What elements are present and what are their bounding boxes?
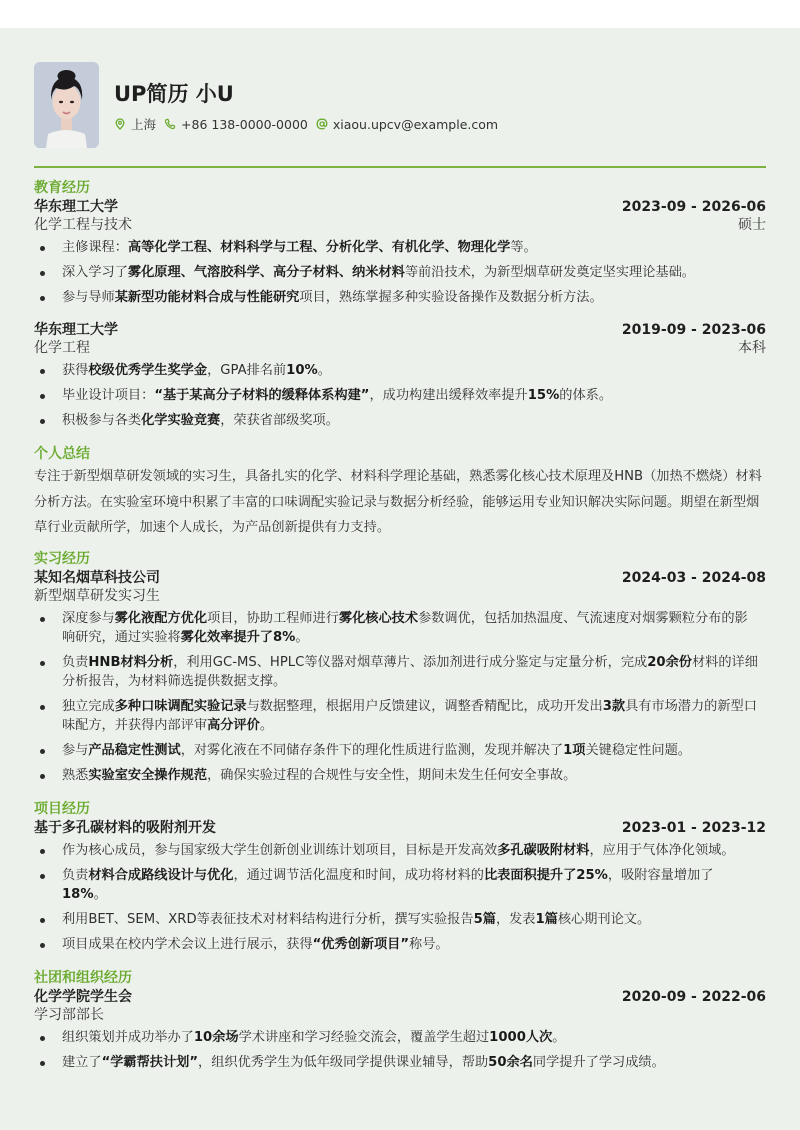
portrait-icon	[34, 62, 99, 148]
contact-info	[114, 115, 506, 133]
bullet-item: 深度参与雾化液配方优化项目，协助工程师进行雾化核心技术参数调优，包括加热温度、气流速度对烟雾颗粒分布的影响研究，通过实验将雾化效率提升了8%。	[34, 609, 766, 647]
bullet-item: 深入学习了雾化原理、气溶胶科学、高分子材料、纳米材料等前沿技术，为新型烟草研发奠定坚实理论基础。	[34, 263, 766, 282]
bullet-item: 主修课程：高等化学工程、材料科学与工程、分析化学、有机化学、物理化学等。	[34, 238, 766, 257]
location-text: 上海	[131, 117, 157, 132]
bullet-item: 负责材料合成路线设计与优化，通过调节活化温度和时间，成功将材料的比表面积提升了25%，吸附容量增加了18%。	[34, 866, 766, 904]
summary-text: 专注于新型烟草研发领域的实习生，具备扎实的化学、材料科学理论基础，熟悉雾化核心技术原理及HNB（加热不燃烧）材料分析方法。在实验室环境中积累了丰富的口味调配实验记录与数据分析经验，能够运用专业知识解决实际问题。期望在新型烟草行业贡献所学，加速个人成长，为产品创新提供有力支持。	[34, 469, 762, 535]
internship-entry	[34, 569, 766, 785]
bullet-item: 积极参与各类化学实验竞赛，荣获省部级奖项。	[34, 411, 766, 430]
date-range: 2023-09 - 2026-06	[621, 199, 766, 215]
date-range: 2023-01 - 2023-12	[621, 819, 766, 836]
section-title: 个人总结	[34, 446, 90, 462]
degree: 本科	[738, 340, 766, 356]
education-entry	[34, 321, 766, 430]
bullet-list	[34, 841, 766, 954]
section-title: 社团和组织经历	[34, 969, 132, 986]
bullet-item: 负责HNB材料分析，利用GC-MS、HPLC等仪器对烟草薄片、添加剂进行成分鉴定与定量分析，完成20余份材料的详细分析报告，为材料筛选提供数据支撑。	[34, 653, 766, 691]
major: 化学工程	[34, 340, 90, 356]
section-title: 教育经历	[34, 180, 90, 196]
location-icon	[114, 118, 126, 130]
date-range: 2024-03 - 2024-08	[621, 569, 766, 586]
bullet-item: 参与导师某新型功能材料合成与性能研究项目，熟练掌握多种实验设备操作及数据分析方法。	[34, 288, 766, 307]
contact-location	[114, 115, 156, 133]
position-title: 学习部部长	[34, 1006, 104, 1023]
date-range: 2019-09 - 2023-06	[621, 322, 766, 338]
email-text[interactable]: xiaou.upcv@example.com	[332, 116, 499, 132]
organization-entry	[34, 988, 766, 1072]
bullet-item: 组织策划并成功举办了10余场学术讲座和学习经验交流会，覆盖学生超过1000人次。	[34, 1028, 766, 1047]
bullet-item: 熟悉实验室安全操作规范，确保实验过程的合规性与安全性，期间未发生任何安全事故。	[34, 766, 766, 785]
bullet-item: 参与产品稳定性测试，对雾化液在不同储存条件下的理化性质进行监测，发现并解决了1项关键稳定性问题。	[34, 741, 766, 760]
resume-body	[34, 178, 766, 1078]
phone-icon	[164, 118, 176, 130]
major: 化学工程与技术	[34, 217, 132, 233]
bullet-item: 利用BET、SEM、XRD等表征技术对材料结构进行分析，撰写实验报告5篇，发表1篇核心期刊论文。	[34, 910, 766, 929]
profile-photo	[34, 62, 99, 148]
degree: 硕士	[738, 217, 766, 233]
section-projects	[34, 799, 766, 954]
school-name: 华东理工大学	[34, 322, 118, 338]
section-summary	[34, 444, 766, 541]
bullet-list	[34, 361, 766, 430]
school-name: 华东理工大学	[34, 199, 118, 215]
section-title: 实习经历	[34, 550, 90, 567]
candidate-name: UP简历 小U	[114, 82, 234, 106]
project-entry	[34, 819, 766, 954]
bullet-item: 作为核心成员，参与国家级大学生创新创业训练计划项目，目标是开发高效多孔碳吸附材料，应用于气体净化领域。	[34, 841, 766, 860]
phone-text: +86 138-0000-0000	[181, 116, 308, 132]
bullet-item: 独立完成多种口味调配实验记录与数据整理，根据用户反馈建议，调整香精配比，成功开发出3款具有市场潜力的新型口味配方，并获得内部评审高分评价。	[34, 697, 766, 735]
bullet-item: 项目成果在校内学术会议上进行展示，获得“优秀创新项目”称号。	[34, 935, 766, 954]
date-range: 2020-09 - 2022-06	[621, 988, 766, 1005]
section-organizations	[34, 968, 766, 1072]
header-divider	[34, 166, 766, 168]
contact-email	[316, 117, 498, 132]
job-title: 新型烟草研发实习生	[34, 587, 160, 604]
resume-header	[34, 62, 766, 152]
bullet-list	[34, 1028, 766, 1072]
section-education	[34, 178, 766, 430]
bullet-item: 获得校级优秀学生奖学金，GPA排名前10%。	[34, 361, 766, 380]
bullet-item: 毕业设计项目：“基于某高分子材料的缓释体系构建”，成功构建出缓释效率提升15%的体系。	[34, 386, 766, 405]
education-entry	[34, 198, 766, 307]
section-internship	[34, 549, 766, 785]
company-name: 某知名烟草科技公司	[34, 569, 160, 586]
section-title: 项目经历	[34, 800, 90, 817]
project-name: 基于多孔碳材料的吸附剂开发	[34, 819, 216, 836]
bullet-item: 建立了“学霸帮扶计划”，组织优秀学生为低年级同学提供课业辅导，帮助50余名同学提升了学习成绩。	[34, 1053, 766, 1072]
top-margin	[0, 0, 800, 28]
resume-page	[0, 28, 800, 1130]
contact-phone	[164, 117, 308, 132]
email-icon	[316, 118, 328, 130]
organization-name: 化学学院学生会	[34, 988, 132, 1005]
bullet-list	[34, 238, 766, 307]
bullet-list	[34, 609, 766, 785]
